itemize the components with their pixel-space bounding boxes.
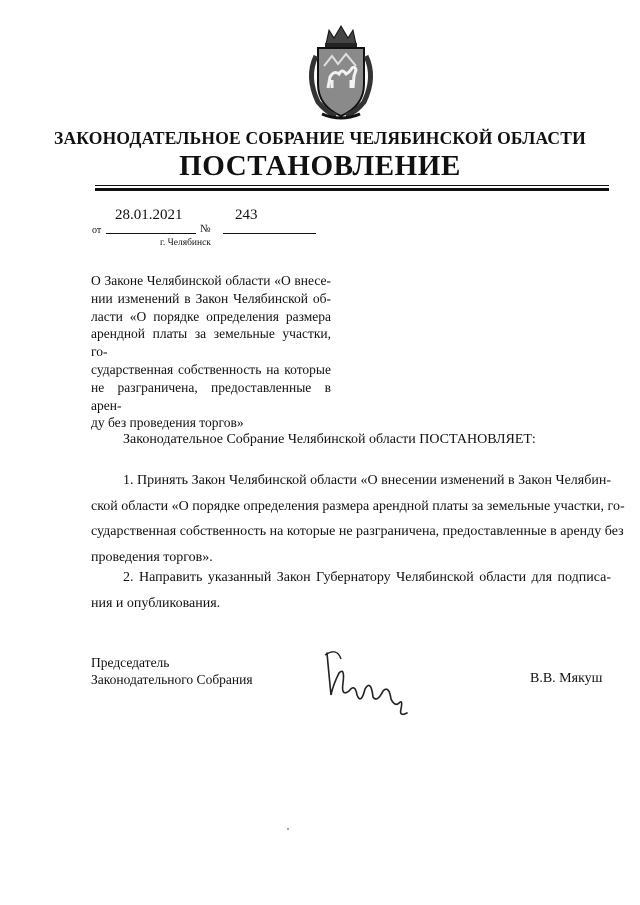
paragraph-line: проведения торгов».	[91, 549, 213, 565]
city-label: г. Челябинск	[160, 238, 211, 248]
subject-block	[91, 272, 331, 432]
header-rule-thin	[95, 185, 609, 186]
paragraph-2	[91, 565, 611, 616]
subject-line: не разграничена, предоставленные в арен-	[91, 379, 331, 413]
paragraph-line: сударственная собственность на которые не разграничена, предоставленные в аренду без	[91, 524, 624, 539]
scan-speck	[287, 828, 289, 830]
subject-line: ласти «О порядке определения размера	[91, 308, 331, 324]
chairman-title	[91, 655, 253, 688]
chairman-title-line1: Председатель	[91, 655, 170, 670]
paragraph-line: 2. Направить указанный Закон Губернатору Челябинской области для подписа-	[123, 570, 611, 585]
paragraph-line: ния и опубликования.	[91, 595, 221, 611]
document-number: 243	[235, 207, 258, 223]
number-underline	[223, 233, 316, 234]
subject-line: нии изменений в Закон Челябинской об-	[91, 290, 331, 306]
subject-line: О Законе Челябинской области «О внесе-	[91, 273, 331, 288]
paragraph-line: 1. Принять Закон Челябинской области «О внесении изменений в Закон Челябин-	[123, 473, 611, 488]
number-label: №	[200, 223, 211, 235]
signature-icon	[315, 645, 415, 720]
document-type-title: ПОСТАНОВЛЕНИЕ	[179, 150, 461, 182]
header-rule-thick	[95, 188, 609, 191]
coat-of-arms-icon	[296, 22, 386, 122]
subject-line: арендной платы за земельные участки, го-	[91, 326, 331, 360]
chairman-name: В.В. Мякуш	[530, 671, 603, 686]
organization-title: ЗАКОНОДАТЕЛЬНОЕ СОБРАНИЕ ЧЕЛЯБИНСКОЙ ОБЛАСТИ	[54, 128, 586, 148]
date-underline	[106, 233, 196, 234]
subject-line: сударственная собственность на которые	[91, 361, 331, 377]
chairman-title-line2: Законодательного Собрания	[91, 671, 253, 687]
subject-line: ду без проведения торгов»	[91, 415, 244, 431]
document-date: 28.01.2021	[115, 207, 183, 223]
paragraph-line: ской области «О порядке определения размера арендной платы за земельные участки, го-	[91, 498, 625, 514]
paragraph-1	[91, 468, 625, 570]
resolves-heading: Законодательное Собрание Челябинской области ПОСТАНОВЛЯЕТ:	[123, 432, 536, 447]
date-label: от	[92, 225, 102, 236]
